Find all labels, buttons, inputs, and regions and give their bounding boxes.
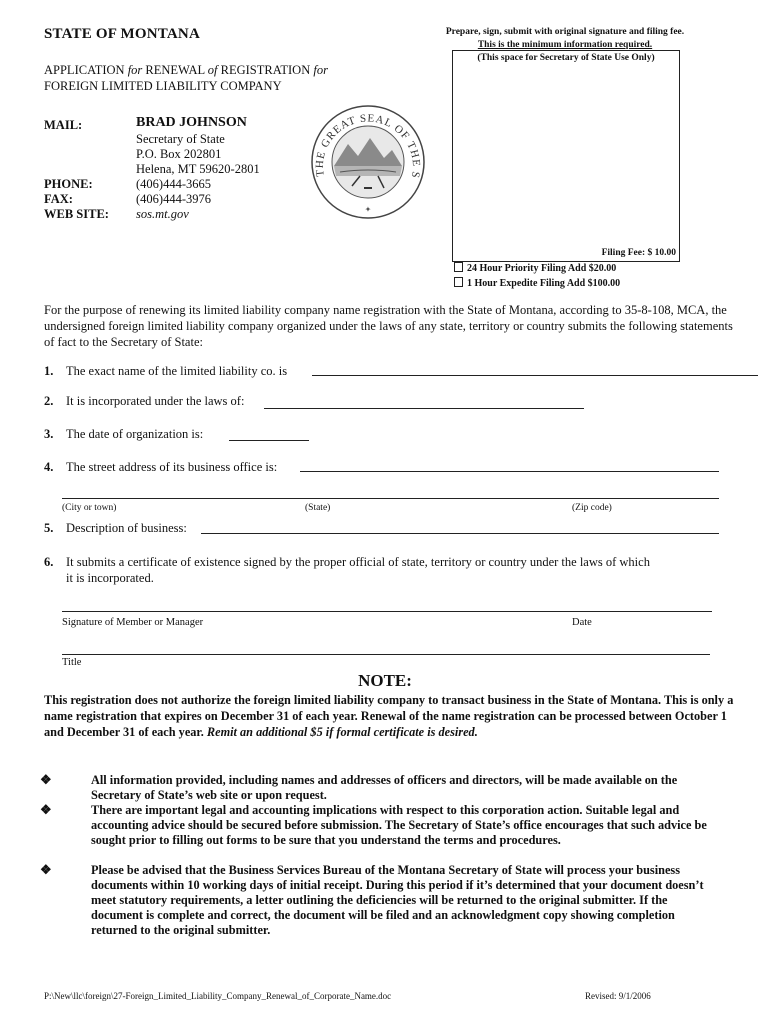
footer-revised: Revised: 9/1/2006 — [585, 991, 651, 1001]
filing-fee: Filing Fee: $ 10.00 — [601, 248, 676, 258]
title-label: Title — [62, 657, 82, 668]
street-address-field[interactable] — [300, 471, 719, 472]
zip-label: (Zip code) — [572, 503, 612, 513]
sos-use-label: (This space for Secretary of State Use Only) — [477, 53, 655, 63]
note-bullet-3: Please be advised that the Business Services Bureau of the Montana Secretary of State will process your business documents within 10 working days of initial receipt. During this period if it’s determined that your document doesn’t meet statutory requirements, a letter outlining the deficiencies will be returned to the original submitter. If the document is complete and correct, the document will be filed and an acknowledgment copy showing completion returned to the original submitter. — [91, 863, 704, 937]
sos-use-box — [452, 50, 680, 262]
organization-date-field[interactable] — [229, 440, 309, 441]
intro-paragraph: For the purpose of renewing its limited liability company name registration with the State of Montana, according to 35-8-108, MCA, the undersigned foreign limited liability company organized under the laws of any state, territory or country submits the following statements of fact to the Secretary of State: — [44, 303, 733, 349]
llc-name-field[interactable] — [312, 375, 758, 376]
city-state-zip-field[interactable] — [62, 498, 719, 499]
instructions: Prepare, sign, submit with original signature and filing fee. This is the minimum information required. — [445, 27, 685, 50]
incorporated-laws-field[interactable] — [264, 408, 584, 409]
item-3: 3. The date of organization is: — [44, 427, 204, 441]
signature-label: Signature of Member or Manager — [62, 617, 204, 628]
bullet-icon: ❖ — [40, 802, 52, 817]
state-seal — [300, 102, 436, 222]
city-label: (City or town) — [62, 503, 117, 513]
note-bullet-2: There are important legal and accounting implications with respect to this corporation action. Suitable legal and accounting advice should be secured before submission. The Secretary of State’s office encourages that such advice be sought prior to filling out forms to be sure that you understand the terms and procedures. — [91, 803, 707, 847]
phone-label: PHONE: — [44, 177, 93, 191]
bullet-icon: ❖ — [40, 862, 52, 877]
svg-text:✦: ✦ — [364, 205, 372, 214]
bullet-icon: ❖ — [40, 772, 52, 787]
state-label: (State) — [305, 503, 331, 513]
title-line[interactable] — [62, 654, 710, 655]
state-seal-graphic — [300, 102, 436, 222]
priority-checkbox[interactable] — [454, 262, 463, 272]
web-value: sos.mt.gov — [136, 207, 189, 221]
item-4: 4. The street address of its business office is: — [44, 460, 278, 474]
secretary-title: Secretary of State — [136, 132, 225, 146]
item-1: 1. The exact name of the limited liability co. is — [44, 364, 288, 378]
note-paragraph: This registration does not authorize the foreign limited liability company to transact business in the State of Montana. This is only a name registration that expires on December 31 of each year. Renewal of the name registration can be processed between October 1 and December 31 of each year. Remit an additional $5 if formal certificate is desired. — [44, 693, 734, 739]
signature-line[interactable] — [62, 611, 712, 612]
item-6: 6. It submits a certificate of existence signed by the proper official of state, territory or country under the laws of which it is incorporated. — [44, 555, 650, 585]
seal-text: THE GREAT SEAL OF THE S — [313, 112, 423, 180]
secretary-name: BRAD JOHNSON — [136, 115, 247, 130]
po-box: P.O. Box 202801 — [136, 147, 222, 161]
fax-value: (406)444-3976 — [136, 192, 211, 206]
expedite-option[interactable]: 1 Hour Expedite Filing Add $100.00 — [454, 277, 620, 289]
note-bullet-1: All information provided, including names and addresses of officers and directors, will be made available on the Secretary of State’s web site or upon request. — [91, 773, 678, 802]
state-title: STATE OF MONTANA — [44, 26, 200, 42]
application-title: APPLICATION for RENEWAL of REGISTRATION for FOREIGN LIMITED LIABILITY COMPANY — [44, 63, 328, 93]
web-label: WEB SITE: — [44, 207, 109, 221]
expedite-checkbox[interactable] — [454, 277, 463, 287]
item-2: 2. It is incorporated under the laws of: — [44, 394, 245, 408]
note-heading: NOTE: — [358, 671, 412, 690]
city-address: Helena, MT 59620-2801 — [136, 162, 260, 176]
priority-option[interactable]: 24 Hour Priority Filing Add $20.00 — [454, 262, 616, 274]
fax-label: FAX: — [44, 192, 73, 206]
footer-path: P:\New\llc\foreign\27-Foreign_Limited_Liability_Company_Renewal_of_Corporate_Name.doc — [44, 991, 392, 1001]
item-5: 5. Description of business: — [44, 521, 187, 535]
date-label: Date — [572, 617, 592, 628]
phone-value: (406)444-3665 — [136, 177, 211, 191]
mail-label: MAIL: — [44, 118, 83, 132]
business-description-field[interactable] — [201, 533, 719, 534]
